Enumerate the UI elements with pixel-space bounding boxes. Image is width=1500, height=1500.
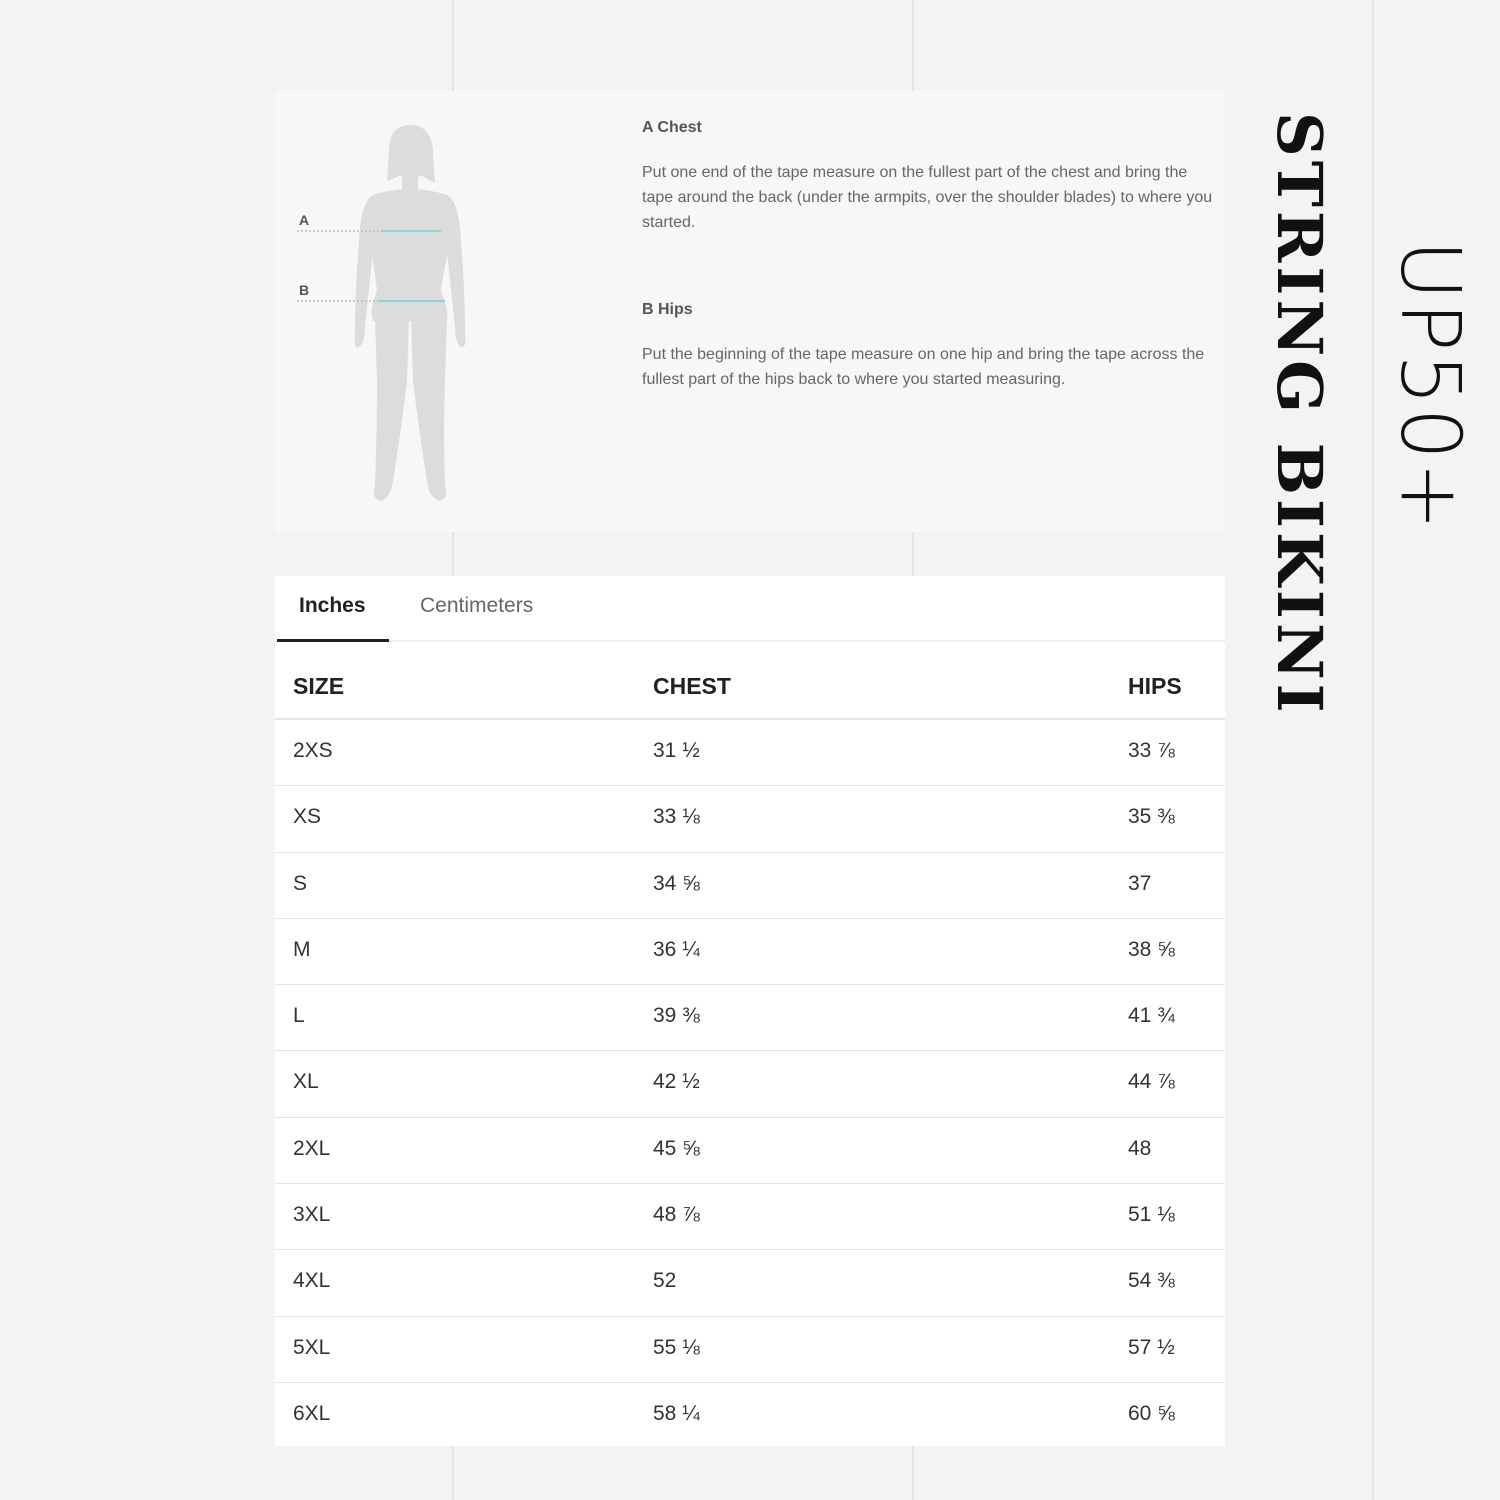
cell-hips: 38 ⅝	[1128, 937, 1175, 961]
unit-tabs	[275, 576, 1225, 642]
cell-size: 2XS	[293, 739, 333, 762]
cell-chest: 52	[653, 1269, 677, 1293]
cell-hips: 33 ⅞	[1128, 739, 1175, 762]
cell-size: XS	[293, 805, 322, 829]
chest-heading: A Chest	[642, 119, 702, 136]
cell-size: 5XL	[293, 1335, 331, 1359]
size-chart-card	[275, 576, 1225, 1446]
table-row	[275, 985, 1225, 1051]
table-row	[275, 1184, 1225, 1250]
table-row	[275, 1250, 1225, 1316]
cell-chest: 39 ⅜	[653, 1004, 700, 1028]
header-chest: CHEST	[653, 673, 731, 699]
cell-chest: 55 ⅛	[653, 1335, 700, 1359]
table-row	[275, 1317, 1225, 1383]
cell-hips: 35 ⅜	[1128, 805, 1175, 829]
product-title: STRING BIKINI	[1263, 112, 1336, 717]
table-body	[275, 720, 1225, 1449]
header-size: SIZE	[293, 673, 345, 699]
cell-hips: 57 ½	[1128, 1335, 1175, 1359]
cell-hips: 51 ⅛	[1128, 1203, 1175, 1227]
cell-size: 6XL	[293, 1401, 331, 1425]
cell-size: S	[293, 871, 308, 895]
label-a: A	[299, 212, 310, 228]
cell-size: 3XL	[293, 1203, 331, 1227]
cell-hips: 48	[1128, 1136, 1152, 1160]
cell-chest: 33 ⅛	[653, 805, 700, 829]
cell-chest: 42 ½	[653, 1070, 700, 1094]
table-row	[275, 1118, 1225, 1184]
table-row	[275, 919, 1225, 985]
table-row	[275, 1383, 1225, 1449]
hips-description: Put the beginning of the tape measure on one hip and bring the tape across the fullest part of the hips back to where you started measuring.	[642, 346, 1205, 388]
cell-hips: 44 ⅞	[1128, 1070, 1175, 1094]
cell-size: XL	[293, 1070, 319, 1094]
cell-hips: 60 ⅝	[1128, 1401, 1175, 1425]
cell-size: M	[293, 937, 311, 961]
tab-inches[interactable]: Inches	[299, 594, 366, 617]
cell-hips: 37	[1128, 871, 1152, 895]
cell-size: 2XL	[293, 1136, 331, 1160]
measuring-guide-card	[275, 91, 1225, 532]
table-row	[275, 720, 1225, 786]
cell-size: L	[293, 1004, 305, 1028]
cell-hips: 54 ⅜	[1128, 1269, 1175, 1293]
cell-size: 4XL	[293, 1269, 331, 1293]
hips-heading: B Hips	[642, 301, 693, 318]
header-hips: HIPS	[1128, 673, 1182, 699]
cell-chest: 58 ¼	[653, 1401, 700, 1425]
cell-chest: 48 ⅞	[653, 1203, 700, 1227]
cell-chest: 34 ⅝	[653, 871, 700, 895]
label-b: B	[299, 282, 310, 298]
table-row	[275, 1051, 1225, 1117]
cell-chest: 45 ⅝	[653, 1136, 700, 1160]
background-plank-seam	[1372, 0, 1374, 1500]
cell-chest: 36 ¼	[653, 937, 700, 961]
body-figure-diagram	[293, 121, 493, 511]
tab-centimeters[interactable]: Centimeters	[420, 594, 534, 617]
product-subtitle: UP50+	[1382, 240, 1477, 533]
body-silhouette-icon	[293, 121, 493, 511]
table-header	[275, 642, 1225, 720]
cell-chest: 31 ½	[653, 739, 700, 762]
table-row	[275, 853, 1225, 919]
cell-hips: 41 ¾	[1128, 1004, 1175, 1028]
table-row	[275, 786, 1225, 852]
chest-description: Put one end of the tape measure on the fullest part of the chest and bring the tape around the back (under the armpits, over the shoulder blades) to where you started.	[642, 164, 1213, 231]
